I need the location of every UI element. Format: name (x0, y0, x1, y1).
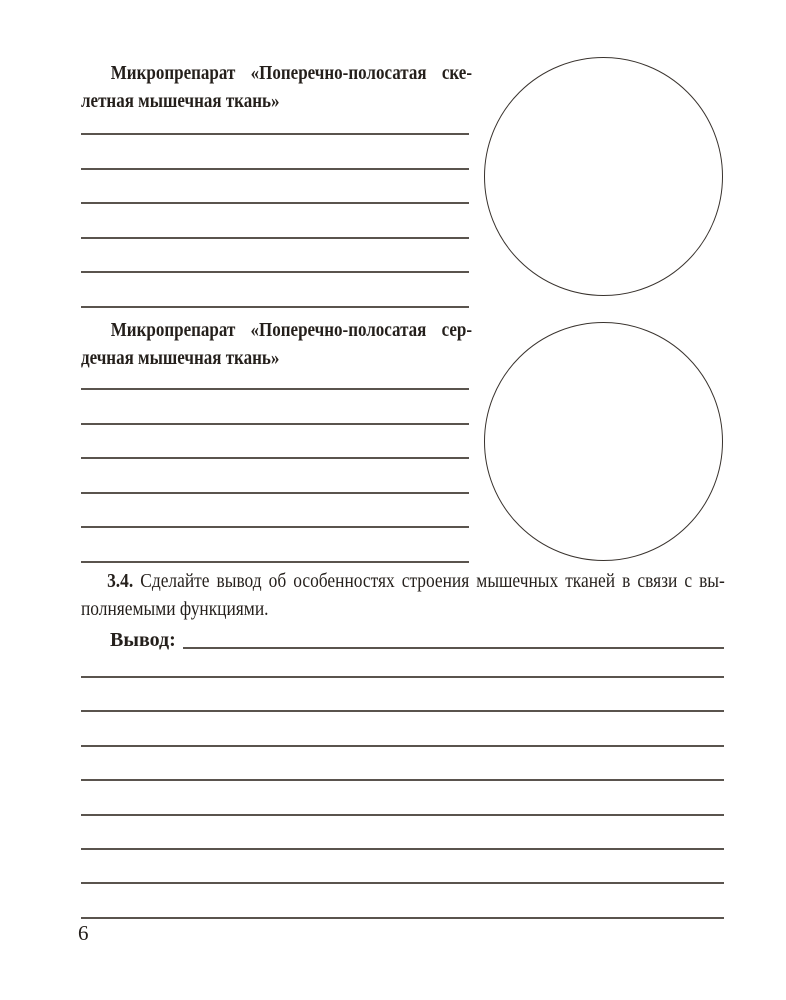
drawing-circle-skeletal (484, 57, 723, 296)
writing-lines-skeletal (81, 133, 469, 340)
writing-line (81, 848, 724, 850)
section-title-line1: Микропрепарат «Поперечно-полосатая сер- (110, 319, 472, 341)
writing-line (81, 168, 469, 170)
writing-line (81, 526, 469, 528)
writing-line (81, 457, 469, 459)
writing-line (81, 561, 469, 563)
writing-line (81, 676, 724, 678)
conclusion-writing-line (183, 647, 724, 649)
writing-line (81, 237, 469, 239)
writing-line (81, 271, 469, 273)
section-title-line2: дечная мышечная ткань» (81, 347, 280, 369)
section-title-skeletal (81, 59, 472, 115)
writing-lines-cardiac (81, 388, 469, 595)
task-text-line1 (81, 568, 725, 596)
drawing-circle-cardiac (484, 322, 723, 561)
conclusion-row (110, 629, 724, 651)
conclusion-writing-lines (81, 676, 724, 951)
writing-line (81, 917, 724, 919)
section-title-line1: Микропрепарат «Поперечно-полосатая ске- (110, 62, 472, 84)
task-text: Сделайте вывод об особенностях строения мышечных тканей в связи с вы- (140, 570, 725, 592)
task-text-line2: полняемыми функциями. (81, 597, 269, 620)
writing-line (81, 745, 724, 747)
task-number: 3.4. (107, 570, 134, 592)
task-3-4 (81, 568, 725, 623)
writing-line (81, 814, 724, 816)
writing-line (81, 882, 724, 884)
writing-line (81, 710, 724, 712)
writing-line (81, 133, 469, 135)
writing-line (81, 423, 469, 425)
writing-line (81, 202, 469, 204)
page-number: 6 (78, 921, 89, 945)
writing-line (81, 306, 469, 308)
section-title-line2: летная мышечная ткань» (81, 90, 280, 112)
writing-line (81, 388, 469, 390)
writing-line (81, 492, 469, 494)
writing-line (81, 779, 724, 781)
conclusion-label: Вывод: (110, 629, 176, 651)
section-title-cardiac (81, 316, 472, 372)
